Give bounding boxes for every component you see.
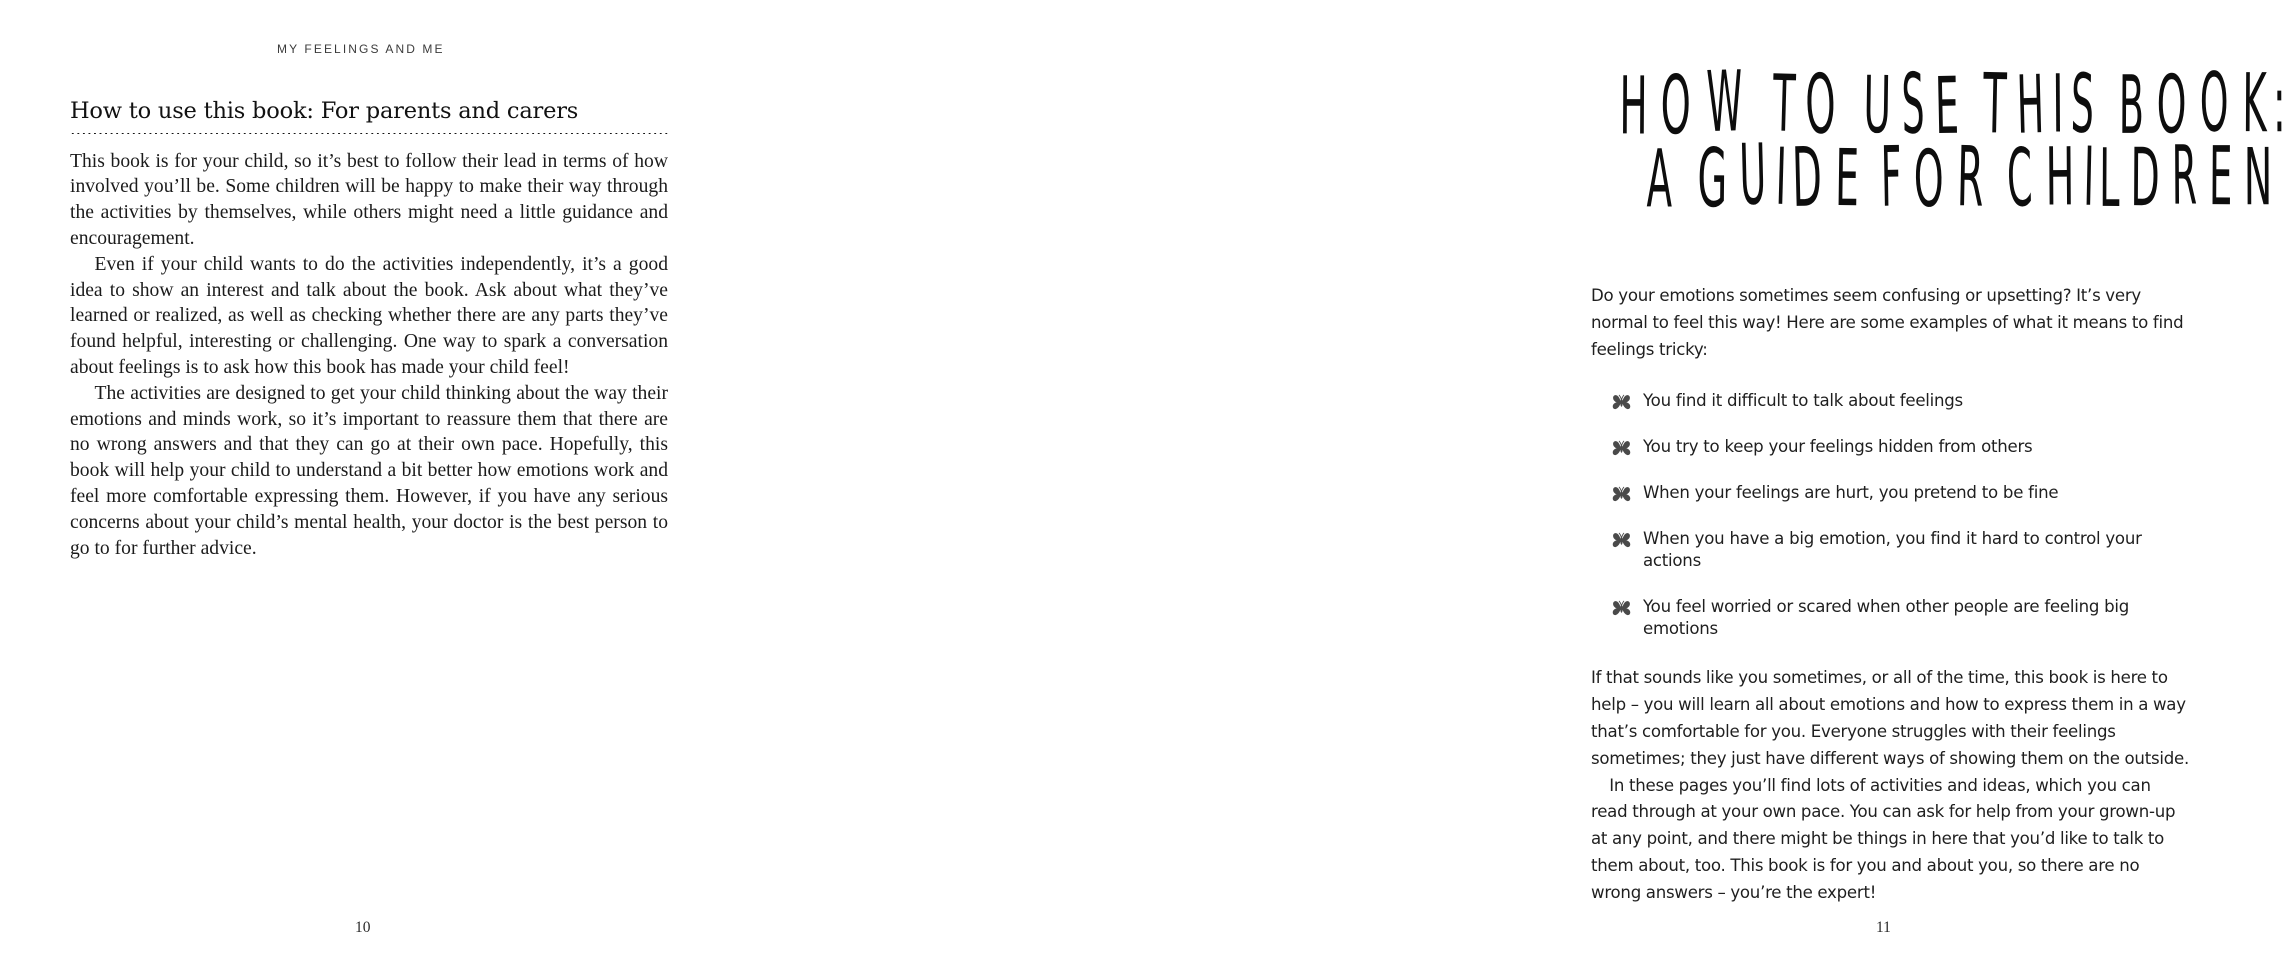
list-item-label: You feel worried or scared when other people are feeling big emotions — [1643, 597, 2130, 639]
butterfly-icon — [1612, 394, 1631, 412]
list-item-label: When you have a big emotion, you find it hard to control your actions — [1643, 529, 2142, 571]
left-paragraph-3: The activities are designed to get your child thinking about the way their emotions and minds work, so it’s important to reassure them that there are no wrong answers and that they can go at their own pace. Hopefully, this book will help your child to understand a bit better how emotions work and feel more comfortable expressing them. However, if you have any serious concerns about your child’s mental health, your doctor is the best person to go to for further advice. — [70, 382, 668, 559]
left-page — [0, 0, 750, 973]
butterfly-icon — [1612, 600, 1631, 618]
list-item — [1591, 528, 2191, 572]
list-item-label: You try to keep your feelings hidden from others — [1643, 437, 2033, 457]
list-item — [1591, 436, 2191, 458]
page-number-left: 10 — [355, 919, 371, 936]
right-page-text-block — [1591, 283, 2191, 907]
chapter-title-line-2: A G U ID E F O R C H IL D R E N — [1646, 125, 2273, 226]
section-title: How to use this book: For parents and carers — [70, 98, 579, 124]
left-paragraph-2: Even if your child wants to do the activities independently, it’s a good idea to show an interest and talk about the book. Ask about what they’ve learned or realized, as well as checking whether there are any parts they’ve found helpful, interesting or challenging. One way to spark a conversation about feelings is to ask how this book has made your child feel! — [70, 253, 668, 378]
butterfly-icon — [1612, 440, 1631, 458]
butterfly-icon — [1612, 532, 1631, 550]
butterfly-icon — [1612, 486, 1631, 504]
list-item — [1591, 390, 2191, 412]
list-item — [1591, 596, 2191, 640]
right-page — [750, 0, 2286, 973]
list-item-label: When your feelings are hurt, you pretend to be fine — [1643, 483, 2059, 503]
left-paragraph-1: This book is for your child, so it’s best to follow their lead in terms of how involved you’ll be. Some children will be happy to make their way through the activities by themselves, while others might need a little guidance and encouragement. — [70, 150, 668, 249]
list-item-label: You find it difficult to talk about feelings — [1643, 391, 1963, 411]
left-page-text-block — [70, 98, 668, 561]
chapter-title — [1608, 51, 2286, 226]
chapter-title-line-1: H O W T O U S E T H IS B O O K : — [1619, 51, 2286, 153]
dotted-rule — [70, 131, 668, 134]
closing-paragraph-2: In these pages you’ll find lots of activities and ideas, which you can read through at your own pace. You can ask for help from your grown-up at any point, and there might be things in here that you’d like to talk to them about, too. This book is for you and about you, so there are no wrong answers – you’re the expert! — [1591, 775, 2176, 902]
list-item — [1591, 482, 2191, 504]
examples-list — [1591, 390, 2191, 640]
intro-paragraph: Do your emotions sometimes seem confusing or upsetting? It’s very normal to feel this way! Here are some examples of what it means to find feelings tricky: — [1591, 286, 2184, 359]
closing-paragraph-1: If that sounds like you sometimes, or all of the time, this book is here to help – you will learn all about emotions and how to express them in a way that’s comfortable for you. Everyone struggles with their feelings sometimes; they just have different ways of showing them on the outside. — [1591, 668, 2189, 768]
page-number-right: 11 — [1876, 919, 1891, 936]
running-head: MY FEELINGS AND ME — [277, 42, 445, 56]
